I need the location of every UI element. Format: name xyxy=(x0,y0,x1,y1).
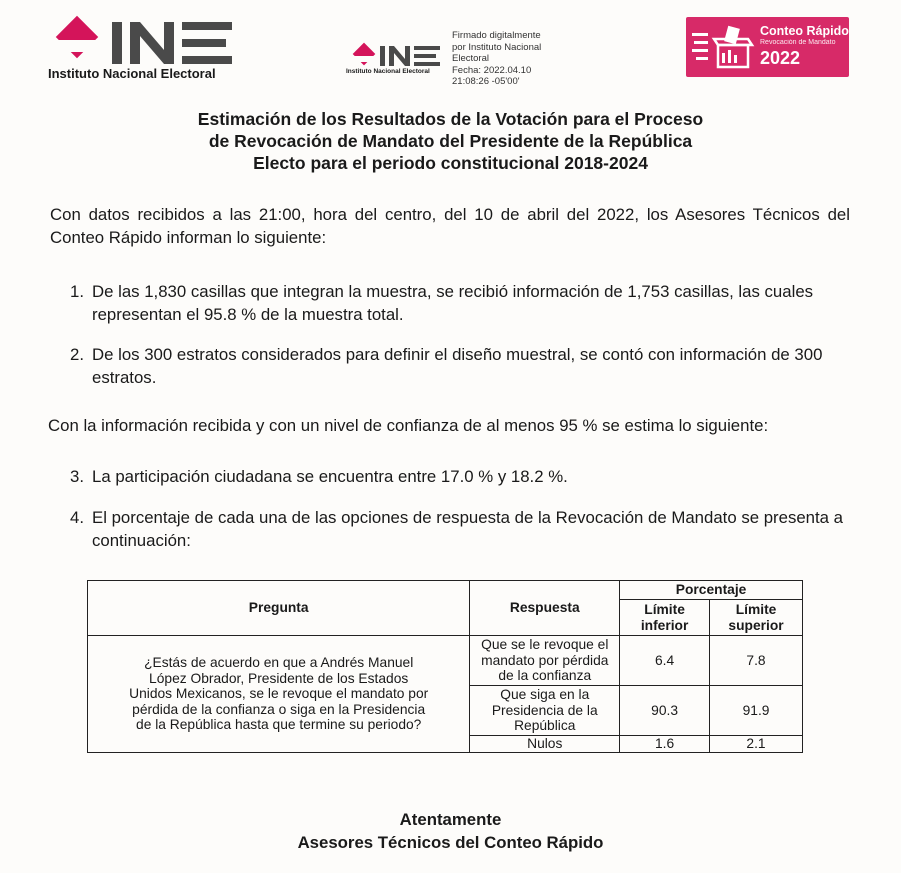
lower-bound-cell: 1.6 xyxy=(620,736,710,753)
title-line: Estimación de los Resultados de la Votación para el Proceso xyxy=(197,109,704,129)
ine-small-wordmark xyxy=(380,46,452,66)
list-item xyxy=(70,465,852,488)
list-item-text: El porcentaje de cada una de las opciones de respuesta de la Revocación de Mandato se presenta a continuación: xyxy=(92,508,844,550)
signature-line: por Instituto Nacional xyxy=(452,41,542,53)
ine-small-logo xyxy=(346,42,454,82)
ine-wordmark xyxy=(112,22,262,64)
signature-line: Fecha: 2022.04.10 xyxy=(452,64,532,76)
answer-cell: Que se le revoque el mandato por pérdida de la confianza xyxy=(470,636,620,686)
results-table xyxy=(87,580,803,753)
list-item-number: 2. xyxy=(70,345,84,364)
conteo-rapido-badge xyxy=(686,17,849,77)
digital-signature xyxy=(452,30,582,88)
ine-small-logo-subtitle: Instituto Nacional Electoral xyxy=(346,68,430,75)
ine-logo-subtitle: Instituto Nacional Electoral xyxy=(48,66,216,81)
signature-line: Electoral xyxy=(452,53,489,64)
badge-subtitle: Revocación de Mandato xyxy=(760,39,836,46)
answer-cell: Nulos xyxy=(470,736,620,753)
ine-logo xyxy=(48,18,248,88)
list-item xyxy=(70,343,852,389)
confidence-paragraph: Con la información recibida y con un nivel de confianza de al menos 95 % se estima lo siguiente: xyxy=(48,416,769,435)
header-respuesta: Respuesta xyxy=(470,581,620,636)
header-limite-superior: Límite superior xyxy=(710,600,803,636)
ballot-box-icon xyxy=(692,23,756,71)
upper-bound-cell: 2.1 xyxy=(710,736,803,753)
question-cell: ¿Estás de acuerdo en que a Andrés Manuel López Obrador, Presidente de los Estados Unidos Mexicanos, se le revoque el mandato por pérdida de la confianza o siga en la Presidencia de la República hasta que termine su periodo? xyxy=(88,636,470,753)
list-item xyxy=(70,506,852,552)
closing-salutation: Atentamente xyxy=(399,810,502,829)
list-item-text: La participación ciudadana se encuentra entre 17.0 % y 18.2 %. xyxy=(92,467,568,486)
list-item-number: 1. xyxy=(70,282,84,301)
list-item-text: De las 1,830 casillas que integran la muestra, se recibió información de 1,753 casillas, las cuales representan el 95.8 % de la muestra total. xyxy=(92,282,814,324)
upper-bound-cell: 7.8 xyxy=(710,636,803,686)
title-line: Electo para el periodo constitucional 2018-2024 xyxy=(253,153,648,173)
closing-signatory: Asesores Técnicos del Conteo Rápido xyxy=(297,833,604,852)
upper-bound-cell: 91.9 xyxy=(710,686,803,736)
lower-bound-cell: 6.4 xyxy=(620,636,710,686)
list-item xyxy=(70,280,852,326)
signature-line: 21:08:26 -05'00' xyxy=(452,76,520,87)
signature-line: Firmado digitalmente xyxy=(452,30,541,41)
header-pregunta: Pregunta xyxy=(88,581,470,636)
document-title xyxy=(0,108,901,174)
badge-year: 2022 xyxy=(760,48,801,68)
document-header xyxy=(0,0,901,95)
list-item-text: De los 300 estratos considerados para definir el diseño muestral, se contó con información de 300 estratos. xyxy=(92,345,823,387)
lower-bound-cell: 90.3 xyxy=(620,686,710,736)
title-line: de Revocación de Mandato del Presidente de la República xyxy=(208,131,693,151)
header-limite-inferior: Límite inferior xyxy=(620,600,710,636)
answer-cell: Que siga en la Presidencia de la República xyxy=(470,686,620,736)
list-item-number: 3. xyxy=(70,467,84,486)
closing-block xyxy=(0,808,901,854)
badge-title: Conteo Rápido xyxy=(760,24,849,38)
list-item-number: 4. xyxy=(70,508,84,527)
header-porcentaje: Porcentaje xyxy=(620,581,803,600)
intro-paragraph: Con datos recibidos a las 21:00, hora del centro, del 10 de abril del 2022, los Asesores Técnicos del Conteo Rápido informan lo siguiente: xyxy=(50,205,850,247)
